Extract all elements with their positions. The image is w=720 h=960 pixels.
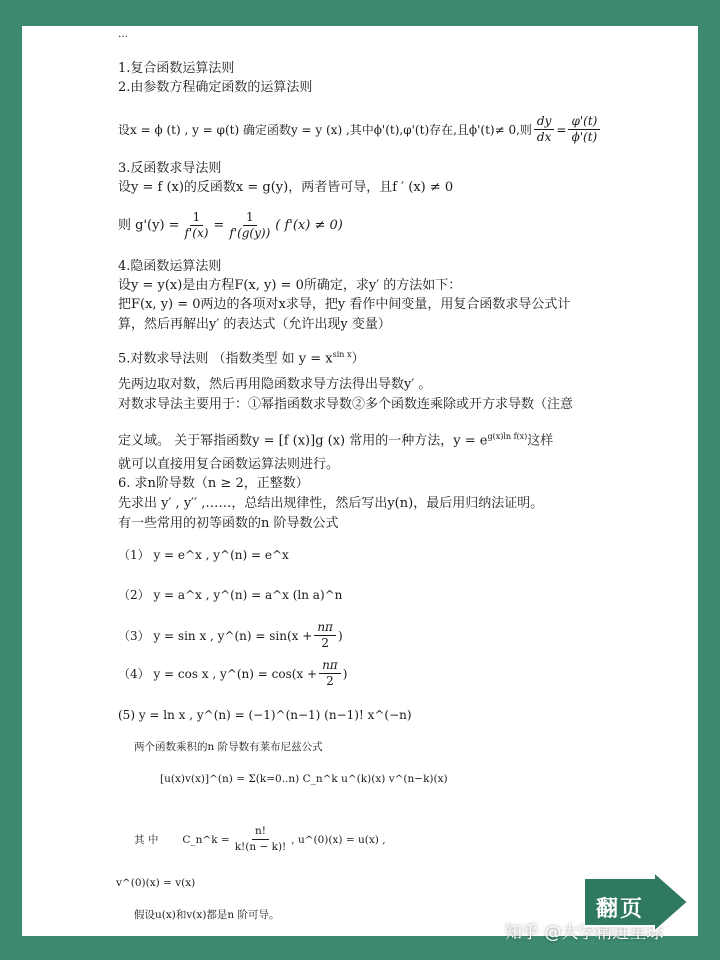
- implicit-line2: 把F(x, y) = 0两边的各项对x求导，把y 看作中间变量，用复合函数求导公式计: [118, 297, 571, 312]
- inverse-frac1: [182, 210, 212, 241]
- dydx-fraction: [534, 114, 554, 145]
- dy: dy: [534, 114, 554, 130]
- inverse-frac2: [226, 210, 273, 241]
- formula-ln: (5) y = ln x , y^(n) = (−1)^(n−1) (n−1)! x^(−n): [118, 708, 412, 722]
- heading-log-rule: [118, 346, 365, 368]
- implicit-line1: 设y = y(x)是由方程F(x, y) = 0所确定，求y′ 的方法如下：: [118, 278, 462, 293]
- cos-text: （4） y = cos x , y^(n) = cos(x +: [118, 666, 318, 681]
- ellipsis: …: [118, 29, 128, 40]
- inverse-den1: f'(x): [184, 226, 209, 240]
- formula-sin: [118, 620, 343, 651]
- phi-den: ϕ'(t): [571, 130, 598, 144]
- implicit-line3: 算，然后再解出y′ 的表达式（允许出现y 变量）: [118, 317, 391, 332]
- inverse-num2: 1: [243, 210, 257, 226]
- formula-exp: （1） y = e^x , y^(n) = e^x: [118, 548, 289, 562]
- log-line3-sup: g(x)ln f(x): [487, 432, 528, 441]
- heading-inverse-rule: 3.反函数求导法则: [118, 161, 222, 176]
- zhihu-watermark: 知乎 @大学精进星球: [505, 923, 664, 943]
- sin-fraction: [314, 620, 336, 651]
- binomial-definition: [134, 824, 386, 855]
- u-zero: , u^(0)(x) = u(x) ,: [291, 833, 386, 846]
- leibniz-formula: [u(x)v(x)]^(n) = Σ(k=0..n) C_n^k u^(k)(x) v^(n−k)(x): [160, 773, 448, 785]
- nth-line1: 先求出 y′ , y′′ ,……，总结出规律性，然后写出y(n)，最后用归纳法证明。: [118, 496, 544, 511]
- sin-text: （3） y = sin x , y^(n) = sin(x +: [118, 628, 313, 643]
- binomial-lhs: C_n^k =: [182, 833, 230, 846]
- inverse-condition: 设y = f (x)的反函数x = g(y)，两者皆可导，且f ′ (x) ≠ 0: [118, 180, 454, 195]
- binomial-num: n!: [252, 824, 269, 840]
- sin-den: 2: [321, 636, 329, 650]
- log-line3-text: 定义域。 关于幂指函数y = [f (x)]g (x) 常用的一种方法，y = e: [118, 433, 488, 449]
- binomial-fraction: [232, 824, 290, 855]
- flip-page-label: 翻页: [596, 897, 645, 922]
- formula-power: （2） y = a^x , y^(n) = a^x (ln a)^n: [118, 588, 343, 602]
- heading-nth-derivative: 6. 求n阶导数（n ≥ 2，正整数）: [118, 476, 309, 491]
- flip-page-button[interactable]: [584, 872, 688, 932]
- where-label: 其 中: [134, 833, 159, 846]
- formula-cos: [118, 658, 347, 689]
- log-line3: [118, 428, 553, 450]
- heading-implicit-rule: 4.隐函数运算法则: [118, 259, 222, 274]
- assumption: 假设u(x)和v(x)都是n 阶可导。: [134, 909, 280, 921]
- phi-fraction: [568, 114, 600, 145]
- nth-line2: 有一些常用的初等函数的n 阶导数公式: [118, 516, 339, 531]
- sin-num: nπ: [314, 620, 336, 636]
- inverse-den2: f'(g(y)): [229, 226, 271, 240]
- cos-den: 2: [326, 674, 334, 688]
- log-line1: 先两边取对数，然后再用隐函数求导方法得出导数y′ 。: [118, 377, 432, 392]
- inverse-tail: ( f'(x) ≠ 0): [275, 217, 343, 233]
- log-line3-tail: 这样: [527, 433, 554, 449]
- cos-close: ): [342, 666, 348, 681]
- parametric-formula: 设x = ϕ (t) , y = φ(t) 确定函数y = y (x) ,其中ϕ'(t),φ'(t)存在,且ϕ'(t)≠ 0,则 $\frac{dy}{dx}$ = $\frac{\varphi'(t)}{\phi'(t)}$: [118, 114, 602, 145]
- binomial-den: k!(n − k)!: [234, 841, 287, 853]
- leibniz-title: 两个函数乘积的n 阶导数有莱布尼兹公式: [134, 741, 323, 753]
- inverse-formula: [118, 210, 343, 241]
- heading-parametric-rule: 2.由参数方程确定函数的运算法则: [118, 80, 313, 95]
- log-heading-sup: sin x: [332, 350, 352, 359]
- log-line4: 就可以直接用复合函数运算法则进行。: [118, 457, 340, 472]
- dx: dx: [536, 130, 552, 144]
- document-page: [22, 26, 698, 936]
- heading-compound-rule: 1.复合函数运算法则: [118, 61, 235, 76]
- parametric-text: 设x = ϕ (t) , y = φ(t) 确定函数y = y (x) ,其中ϕ'(t),φ'(t)存在,且ϕ'(t)≠ 0,则: [118, 122, 532, 137]
- log-heading-text: 5.对数求导法则 （指数类型 如 y = x: [118, 351, 333, 367]
- log-heading-close: ）: [351, 351, 365, 367]
- sin-close: ): [337, 628, 343, 643]
- inverse-num1: 1: [190, 210, 204, 226]
- cos-fraction: [319, 658, 341, 689]
- inverse-eq: =: [213, 217, 225, 233]
- phi-num: φ'(t): [568, 114, 600, 130]
- v-zero: v^(0)(x) = v(x): [116, 877, 196, 889]
- inverse-then: 则 g'(y) =: [118, 217, 180, 233]
- log-line2: 对数求导法主要用于：①幂指函数求导数②多个函数连乘除或开方求导数（注意: [118, 397, 574, 412]
- cos-num: nπ: [319, 658, 341, 674]
